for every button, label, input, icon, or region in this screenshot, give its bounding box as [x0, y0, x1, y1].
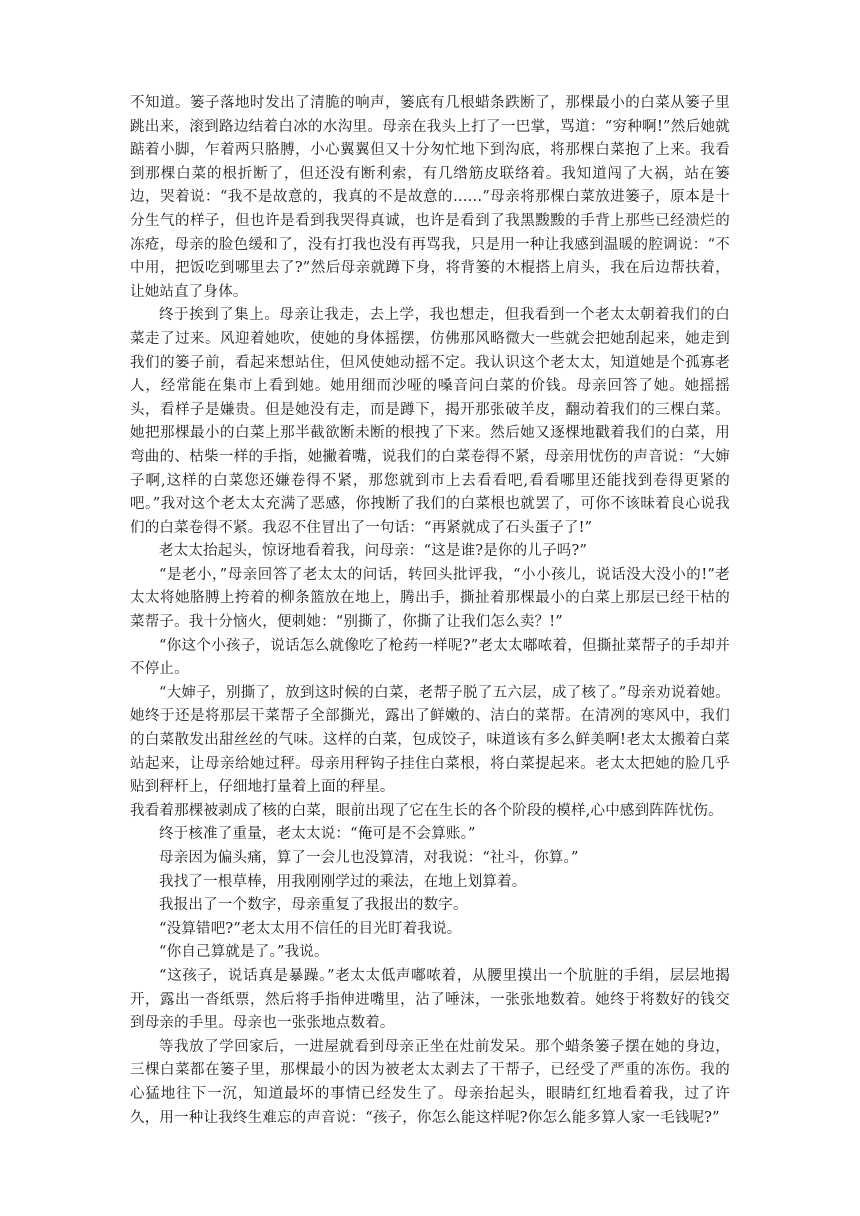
paragraph: 老太太抬起头，惊讶地看着我，问母亲：“这是谁?是你的儿子吗?”	[159, 543, 588, 560]
paragraph: 我找了一根草棒，用我刚刚学过的乘法，在地上划算着。	[159, 873, 527, 890]
paragraph: 等我放了学回家后，一进屋就看到母亲正坐在灶前发呆。那个蜡条篓子摆在她的身边，三棵白菜都在篓子里，那棵最小的因为被老太太剥去了干帮子，已经受了严重的冻伤。我的心猛地往下一沉，知道最坏的事情已经发生了。母亲抬起头，眼睛红红地看着我，过了许久，用一种让我终生难忘的声音说：“孩子，你怎么能这样呢?你怎么能多算人家一毛钱呢?”	[130, 1038, 730, 1126]
paragraph: 母亲因为偏头痛，算了一会儿也没算清，对我说：“社斗，你算。”	[159, 850, 579, 866]
paragraph: 终于挨到了集上。母亲让我走，去上学，我也想走，但我看到一个老太太朝着我们的白菜走了过来。风迎着她吹，使她的身体摇摆，仿佛那风略微大一些就会把她刮起来，她走到我们的篓子前，看起来想站住，但风使她动摇不定。我认识这个老太太，知道她是个孤寡老人，经常能在集市上看到她。她用细而沙哑的嗓音问白菜的价钱。母亲回答了她。她摇摇头，看样子是嫌贵。但是她没有走，而是蹲下，揭开那张破羊皮，翻动着我们的三棵白菜。她把那棵最小的白菜上那半截欲断未断的根拽了下来。然后她又逐棵地戳着我们的白菜，用弯曲的、枯柴一样的手指，她撇着嘴，说我们的白菜卷得不紧，母亲用忧伤的声音说：“大婶子啊,这样的白菜您还嫌卷得不紧，那您就到市上去看看吧,看看哪里还能找到卷得更紧的吧。”我对这个老太太充满了恶感，你拽断了我们的白菜根也就罢了，可你不该昧着良心说我们的白菜卷得不紧。我忍不住冒出了一句话：“再紧就成了石头蛋子了!”	[130, 307, 730, 536]
paragraph: “你这个小孩子，说话怎么就像吃了枪药一样呢?”老太太嘟哝着，但撕扯菜帮子的手却并不停止。	[130, 637, 730, 678]
paragraph: 不知道。篓子落地时发出了清脆的响声，篓底有几根蜡条跌断了，那棵最小的白菜从篓子里跳出来，滚到路边结着白冰的水沟里。母亲在我头上打了一巴掌，骂道：“穷种啊!”然后她就踮着小脚，乍着两只胳膊，小心翼翼但又十分匆忙地下到沟底，将那棵白菜抱了上来。我看到那棵白菜的根折断了，但还没有断利索，有几绺筋皮联络着。我知道闯了大祸，站在篓边，哭着说：“我不是故意的，我真的不是故意的……”母亲将那棵白菜放进篓子，原本是十分生气的样子，但也许是看到我哭得真诚，也许是看到了我黑黢黢的手背上那些已经溃烂的冻疮，母亲的脸色缓和了，没有打我也没有再骂我，只是用一种让我感到温暖的腔调说：“不中用，把饭吃到哪里去了?”然后母亲就蹲下身，将背篓的木棍搭上肩头，我在后边帮扶着，让她站直了身体。	[130, 95, 730, 300]
paragraph: 终于核准了重量，老太太说：“俺可是不会算账。”	[159, 826, 476, 843]
paragraph: 我报出了一个数字，母亲重复了我报出的数字。	[159, 897, 468, 914]
paragraph: “没算错吧?”老太太用不信任的目光盯着我说。	[159, 920, 462, 937]
paragraph: “这孩子，说话真是暴躁。”老太太低声嘟哝着，从腰里摸出一个肮脏的手绢，层层地揭开，露出一沓纸票，然后将手指伸进嘴里，沾了唾沫，一张张地数着。她终于将数好的钱交到母亲的手里。母亲也一张张地点数着。	[130, 967, 730, 1032]
document-page	[130, 92, 730, 1130]
paragraph: “是老小，”母亲回答了老太太的问话，转回头批评我，“小小孩儿，说话没大没小的!”老太太将她胳膊上挎着的柳条篮放在地上，腾出手，撕扯着那棵最小的白菜上那层已经干枯的菜帮子。我十分恼火，便刺她：“别撕了，你撕了让我们怎么卖？!”	[130, 566, 730, 631]
paragraph: 我看着那棵被剥成了核的白菜，眼前出现了它在生长的各个阶段的模样,心中感到阵阵忧伤。	[130, 802, 723, 819]
paragraph: “你自己算就是了。”我说。	[159, 944, 329, 961]
paragraph: “大婶子，别撕了，放到这时候的白菜，老帮子脱了五六层，成了核了。”母亲劝说着她。她终于还是将那层干菜帮子全部撕光，露出了鲜嫩的、洁白的菜帮。在清冽的寒风中，我们的白菜散发出甜丝丝的气味。这样的白菜，包成饺子，味道该有多么鲜美啊!老太太搬着白菜站起来，让母亲给她过秤。母亲用秤钩子挂住白菜根，将白菜提起来。老太太把她的脸几乎贴到秤杆上，仔细地打量着上面的秤星。	[130, 684, 730, 796]
